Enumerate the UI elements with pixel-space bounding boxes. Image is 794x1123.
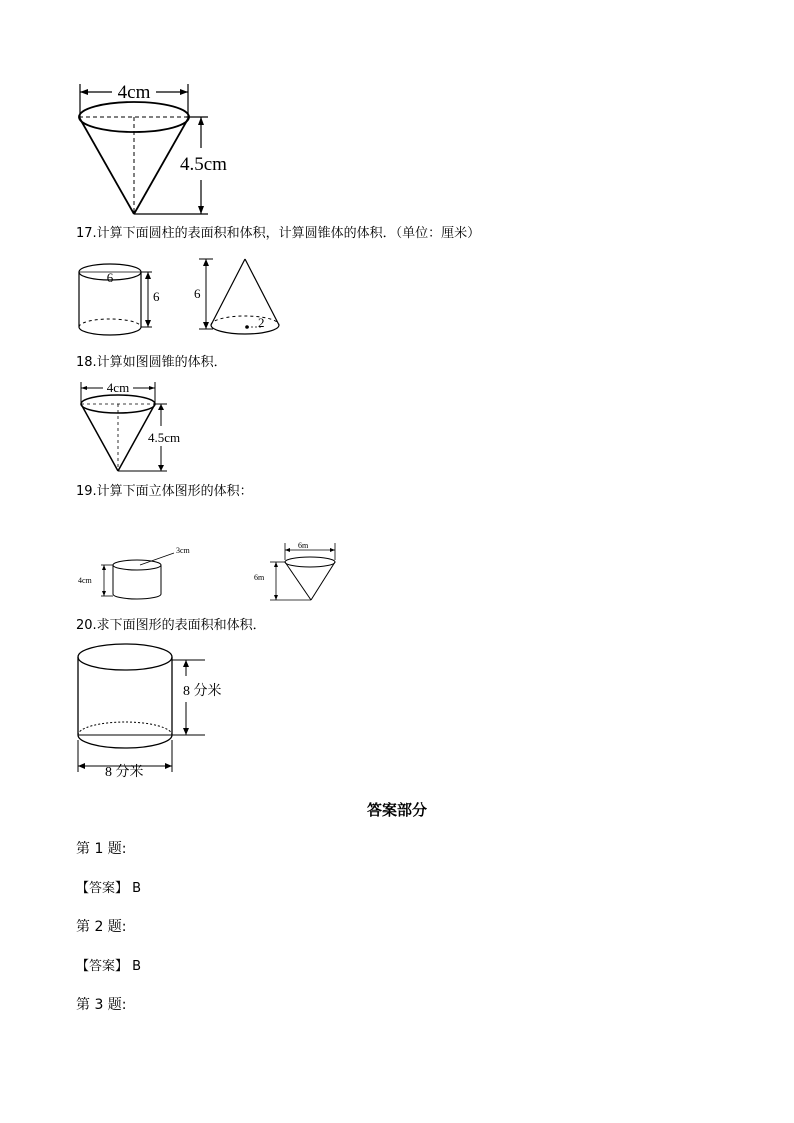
answer-q3-label: 第 3 题: xyxy=(76,997,127,1013)
top-height-label: 4.5cm xyxy=(180,154,227,175)
answer-q2-label: 第 2 题: xyxy=(76,919,127,935)
q19-cone-height: 6m xyxy=(254,573,265,582)
q18-height-label: 4.5cm xyxy=(148,430,181,445)
question-18-text: 18.计算如图圆锥的体积． xyxy=(76,355,227,370)
q19-cylinder-radius: 3cm xyxy=(176,546,190,555)
question-20-text: 20.求下面图形的表面积和体积． xyxy=(76,618,266,633)
answer-section-title: 答案部分 xyxy=(366,801,427,819)
q18-diameter-label: 4cm xyxy=(106,380,130,395)
answer-q2-value: 【答案】 B xyxy=(76,959,142,974)
q17-cone-radius: 2 xyxy=(258,315,265,330)
q19-cone-diameter: 6m xyxy=(298,541,309,550)
question-17-text: 17.计算下面圆柱的表面积和体积，计算圆锥体的体积．（单位：厘米） xyxy=(76,226,481,241)
q20-height-label: 8 分米 xyxy=(183,684,222,699)
q17-cylinder-height: 6 xyxy=(153,289,160,304)
q20-diameter-label: 8 分米 xyxy=(105,765,144,780)
q17-cone-height: 6 xyxy=(194,286,201,301)
answer-q1-label: 第 1 题: xyxy=(76,841,127,857)
answer-q1-value: 【答案】 B xyxy=(76,881,142,896)
question-19-text: 19.计算下面立体图形的体积： xyxy=(76,484,253,499)
q17-cylinder-diameter: 6 xyxy=(106,270,114,285)
top-diameter-label: 4cm xyxy=(117,82,151,103)
q19-cylinder-height: 4cm xyxy=(78,576,92,585)
